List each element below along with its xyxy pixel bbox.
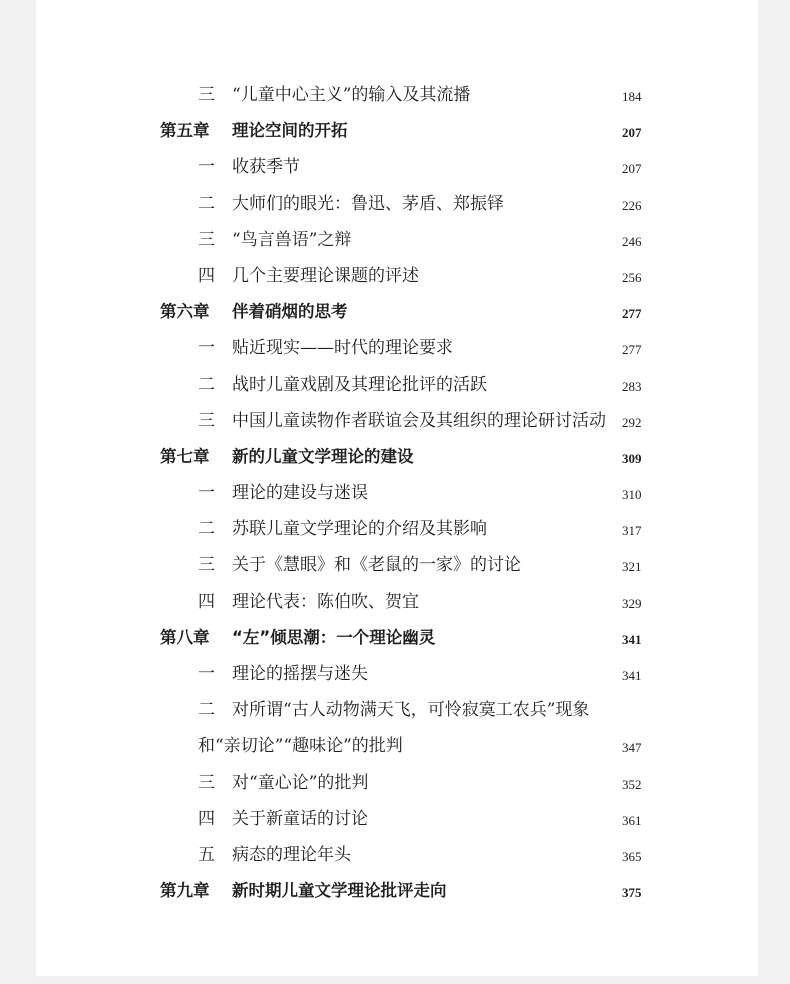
toc-section-row xyxy=(36,585,758,621)
page-number: 207 xyxy=(622,161,642,177)
toc-section-row xyxy=(36,78,758,114)
entry-text: 对“童心论”的批判 xyxy=(232,772,369,793)
toc-entry-title xyxy=(198,229,351,251)
toc-chapter-row xyxy=(36,621,758,657)
page-number: 256 xyxy=(622,269,642,285)
toc-entry-title xyxy=(198,808,368,830)
toc-entry-title xyxy=(198,772,368,794)
toc-entry-title xyxy=(198,554,521,576)
section-number: 一 xyxy=(198,483,215,504)
section-number: 三 xyxy=(198,229,215,250)
toc-section-row xyxy=(36,404,758,440)
page-number: 329 xyxy=(622,595,642,611)
entry-text: 苏联儿童文学理论的介绍及其影响 xyxy=(232,519,487,540)
toc-entry-title xyxy=(198,156,300,178)
toc-section-row xyxy=(36,838,758,874)
entry-text: “左”倾思潮：一个理论幽灵 xyxy=(232,627,436,647)
entry-text: 关于《慧眼》和《老鼠的一家》的讨论 xyxy=(232,555,521,576)
section-number: 二 xyxy=(198,374,215,395)
toc-section-row xyxy=(36,259,758,295)
toc-entry-title xyxy=(160,880,447,902)
entry-text: 关于新童话的讨论 xyxy=(232,808,368,829)
page-number: 375 xyxy=(622,885,642,901)
toc-chapter-row xyxy=(36,114,758,150)
section-number: 二 xyxy=(198,700,215,721)
section-number: 四 xyxy=(198,591,215,612)
toc-entry-title xyxy=(198,265,419,287)
page-number: 352 xyxy=(622,776,642,792)
toc-section-row xyxy=(36,766,758,802)
entry-text: 几个主要理论课题的评述 xyxy=(232,265,419,286)
toc-section-row xyxy=(36,476,758,512)
toc-entry-title xyxy=(198,84,470,106)
toc-entry-title xyxy=(198,337,453,359)
toc-entry-title xyxy=(198,482,368,504)
toc-chapter-row xyxy=(36,440,758,476)
section-number: 五 xyxy=(198,844,215,865)
chapter-number: 第六章 xyxy=(160,302,210,322)
toc-entry-title xyxy=(198,663,368,685)
page-number: 292 xyxy=(622,414,642,430)
entry-text: 新时期儿童文学理论批评走向 xyxy=(232,881,447,901)
toc-section-row xyxy=(36,223,758,259)
entry-text: 理论代表：陈伯吹、贺宜 xyxy=(232,591,419,612)
page-number: 321 xyxy=(622,559,642,575)
chapter-number: 第七章 xyxy=(160,446,210,466)
toc-section-row xyxy=(36,729,758,765)
toc-section-row xyxy=(36,368,758,404)
section-number: 三 xyxy=(198,555,215,576)
section-number: 三 xyxy=(198,410,215,431)
toc-section-row xyxy=(36,512,758,548)
entry-text: 理论的摇摆与迷失 xyxy=(232,664,368,684)
entry-text: 中国儿童读物作者联谊会及其组织的理论研讨活动 xyxy=(232,410,606,431)
entry-text: “儿童中心主义”的输入及其流播 xyxy=(232,85,471,105)
section-number: 三 xyxy=(198,772,215,793)
section-number: 四 xyxy=(198,265,215,286)
toc-entry-title xyxy=(198,410,606,432)
toc-entry-title xyxy=(198,518,487,540)
section-number: 一 xyxy=(198,338,215,359)
toc-entry-title xyxy=(198,735,403,757)
page-number: 361 xyxy=(622,812,642,828)
page-number: 246 xyxy=(622,233,642,249)
document-page xyxy=(36,0,758,976)
entry-text: 收获季节 xyxy=(232,157,300,178)
entry-text: “鸟言兽语”之辩 xyxy=(232,229,352,250)
toc-section-row xyxy=(36,331,758,367)
toc-section-row xyxy=(36,657,758,693)
section-number: 四 xyxy=(198,808,215,829)
toc-entry-title xyxy=(160,627,435,649)
section-number: 一 xyxy=(198,664,215,684)
toc-entry-title xyxy=(198,699,589,721)
page-number: 341 xyxy=(622,668,642,683)
toc-entry-title xyxy=(198,374,487,396)
page-number: 310 xyxy=(622,487,642,503)
toc-entry-title xyxy=(198,591,419,613)
entry-text: 新的儿童文学理论的建设 xyxy=(232,446,414,466)
section-number: 二 xyxy=(198,519,215,540)
toc-section-row xyxy=(36,150,758,186)
toc-section-row xyxy=(36,802,758,838)
page-number: 317 xyxy=(622,523,642,539)
toc-section-row xyxy=(36,548,758,584)
toc-chapter-row xyxy=(36,874,758,910)
entry-text: 病态的理论年头 xyxy=(232,844,351,865)
chapter-number: 第九章 xyxy=(160,881,210,901)
entry-text: 理论的建设与迷误 xyxy=(232,483,368,504)
chapter-number: 第五章 xyxy=(160,121,210,141)
page-number: 277 xyxy=(622,306,642,322)
page-number: 283 xyxy=(622,378,642,394)
toc-chapter-row xyxy=(36,295,758,331)
section-number: 一 xyxy=(198,157,215,178)
entry-text: 理论空间的开拓 xyxy=(232,121,348,141)
entry-text: 对所谓“古人动物满天飞，可怜寂寞工农兵”现象 xyxy=(232,700,590,721)
page-number: 184 xyxy=(622,89,642,104)
page-number: 277 xyxy=(622,342,642,358)
section-number: 三 xyxy=(198,85,215,105)
page-number: 207 xyxy=(622,125,642,141)
page-number: 347 xyxy=(622,740,642,756)
chapter-number: 第八章 xyxy=(160,627,210,647)
toc-entry-title xyxy=(160,446,414,468)
section-number: 二 xyxy=(198,193,215,214)
entry-text: 伴着硝烟的思考 xyxy=(232,302,348,322)
toc-entry-title xyxy=(160,301,348,323)
toc-entry-title xyxy=(198,193,504,215)
page-number: 365 xyxy=(622,848,642,864)
page-number: 341 xyxy=(622,631,642,647)
entry-text: 战时儿童戏剧及其理论批评的活跃 xyxy=(232,374,487,395)
table-of-contents xyxy=(36,78,758,910)
page-number: 226 xyxy=(622,197,642,213)
entry-text: 贴近现实——时代的理论要求 xyxy=(232,338,453,359)
toc-entry-title xyxy=(198,844,351,866)
page-number: 309 xyxy=(622,450,642,466)
toc-entry-title xyxy=(160,120,348,142)
entry-text: 大师们的眼光：鲁迅、茅盾、郑振铎 xyxy=(232,193,504,214)
toc-section-row xyxy=(36,693,758,729)
toc-section-row xyxy=(36,187,758,223)
entry-text: 和“亲切论”“趣味论”的批判 xyxy=(198,736,403,757)
